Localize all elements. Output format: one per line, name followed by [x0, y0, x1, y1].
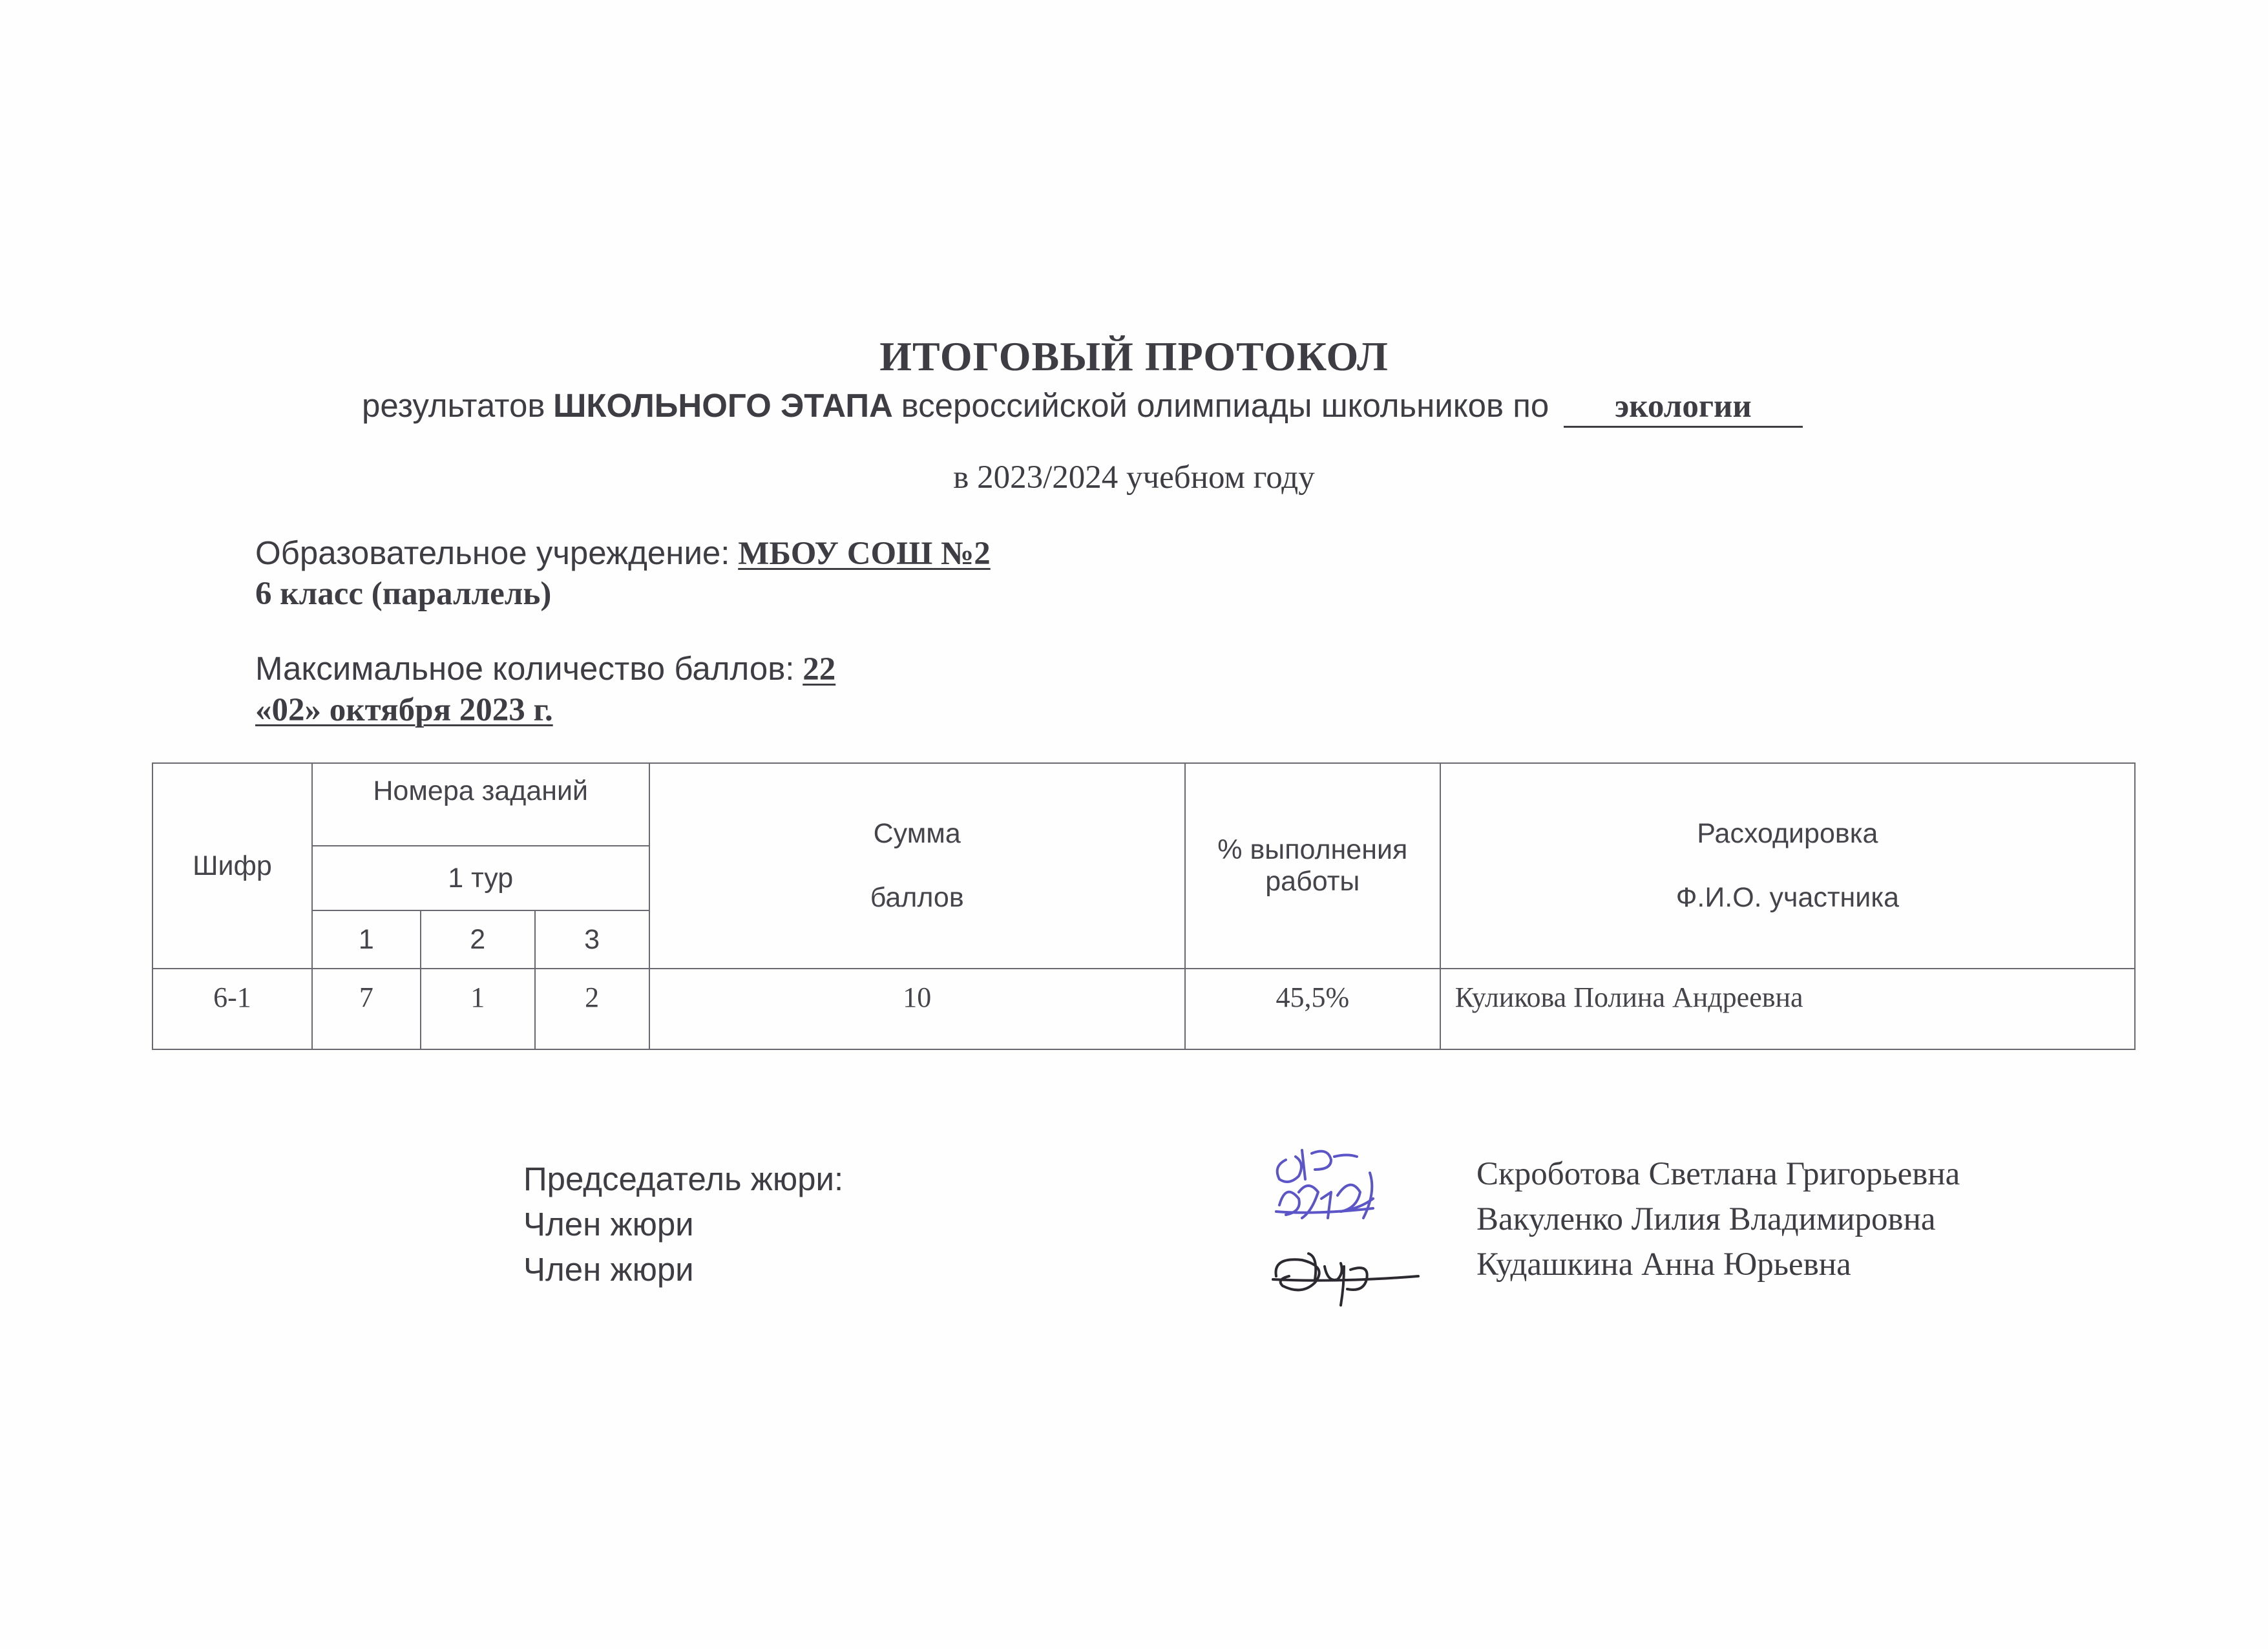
max-score-label: Максимальное количество баллов:	[255, 650, 795, 687]
jury-chair-name: Скроботова Светлана Григорьевна	[1476, 1156, 1960, 1192]
header-decoding: Расходировка Ф.И.О. участника	[1440, 763, 2135, 969]
jury-member2-label: Член жюри	[523, 1251, 694, 1288]
header-task-3: 3	[535, 910, 649, 969]
header-cipher: Шифр	[152, 763, 312, 969]
jury-labels	[523, 1157, 843, 1292]
subtitle-middle: всероссийской олимпиады школьников по	[901, 387, 1549, 424]
academic-year: в 2023/2024 учебном году	[953, 459, 1315, 496]
document-subtitle	[362, 386, 1803, 428]
jury-chair-label: Председатель жюри:	[523, 1161, 844, 1197]
row-score-2: 1	[421, 969, 535, 1049]
header-round: 1 тур	[312, 846, 649, 910]
row-percent: 45,5%	[1185, 969, 1440, 1049]
document-title: ИТОГОВЫЙ ПРОТОКОЛ	[879, 333, 1389, 379]
institution-label: Образовательное учреждение:	[255, 534, 730, 571]
chair-signature	[1266, 1134, 1409, 1244]
class-line: 6 класс (параллель)	[255, 576, 552, 612]
results-table	[152, 762, 2136, 1050]
header-task-numbers: Номера заданий	[312, 763, 649, 846]
subtitle-prefix: результатов	[362, 387, 545, 424]
header-task-2: 2	[421, 910, 535, 969]
jury-member2-name: Кудашкина Анна Юрьевна	[1476, 1246, 1851, 1283]
olympiad-subject: экологии	[1564, 390, 1803, 428]
max-score-line	[255, 649, 835, 688]
row-participant-name: Куликова Полина Андреевна	[1440, 969, 2135, 1049]
row-cipher: 6-1	[152, 969, 312, 1049]
row-score-3: 2	[535, 969, 649, 1049]
table-row	[152, 969, 2135, 1049]
header-sum: Сумма баллов	[649, 763, 1185, 969]
institution-value: МБОУ СОШ №2	[738, 536, 991, 572]
header-task-1: 1	[312, 910, 421, 969]
member-signature	[1263, 1241, 1431, 1325]
jury-member1-name: Вакуленко Лилия Владимировна	[1476, 1201, 1936, 1237]
header-percent: % выполнения работы	[1185, 763, 1440, 969]
max-score-value: 22	[803, 651, 836, 688]
subtitle-stage: ШКОЛЬНОГО ЭТАПА	[553, 387, 893, 424]
jury-member1-label: Член жюри	[523, 1206, 694, 1243]
row-score-1: 7	[312, 969, 421, 1049]
institution-line	[255, 534, 991, 572]
protocol-date: «02» октября 2023 г.	[255, 692, 553, 728]
row-sum: 10	[649, 969, 1185, 1049]
jury-names	[1476, 1151, 1960, 1287]
